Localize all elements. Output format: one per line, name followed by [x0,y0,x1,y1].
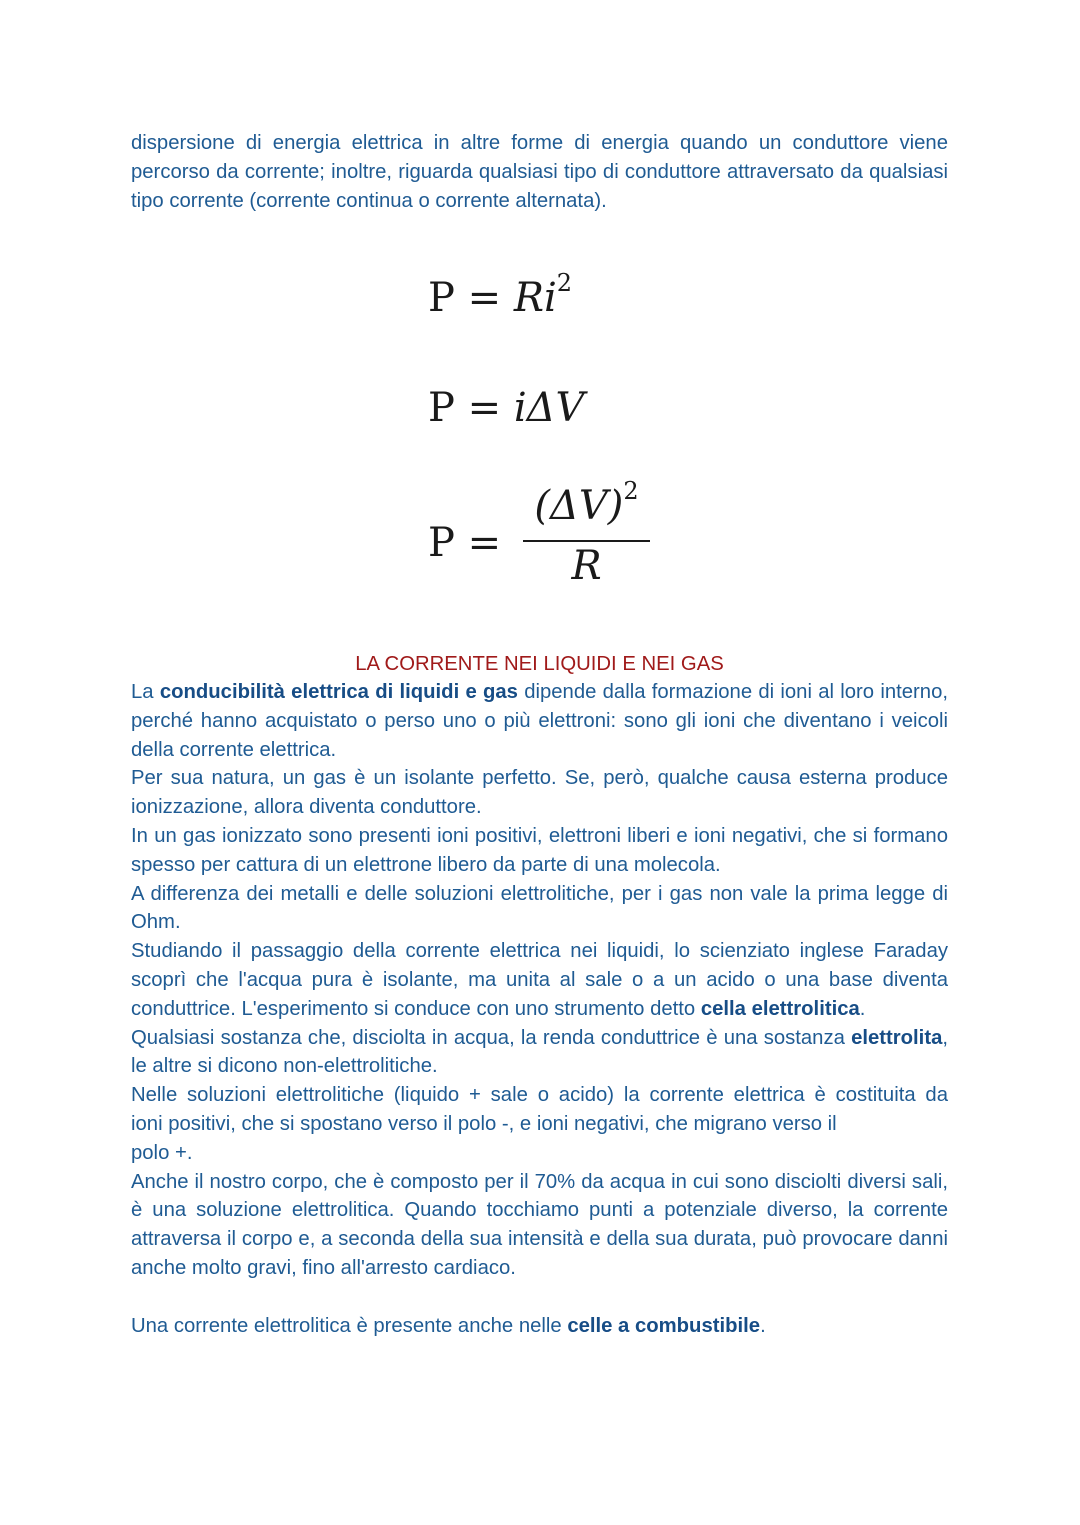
p9-post: . [760,1314,766,1337]
intro-paragraph: dispersione di energia elettrica in altre forme di energia quando un conduttore viene percorso da corrente; inoltre, riguarda qualsiasi tipo di conduttore attraversato da qualsiasi tipo corrente (corrente continua o corrente alternata). [131,132,948,212]
section-body [131,678,948,1340]
paragraph-soluzioni-line1: Nelle soluzioni elettrolitiche (liquido + sale o acido) la corrente elettrica è costituita da [131,1084,948,1107]
p5-pre: Studiando il passaggio della corrente elettrica nei liquidi, lo scienziato inglese Faraday scoprì che l'acqua pura è isolante, ma unita al sale o a un acido o una base diventa conduttrice. L'esperimento si conduce con uno strumento detto [131,940,948,1020]
paragraph-faraday [131,937,948,1023]
formula-3-denominator: R [571,543,602,589]
formula-1-lhs: P = [428,275,514,321]
intro-text [131,129,948,215]
formula-3-numerator-expr: (ΔV) [534,483,624,529]
paragraph-conducibilita [131,678,948,764]
formula-3-numerator [523,477,650,532]
formula-2-expr: iΔV [513,385,585,431]
paragraph-gas-isolante: Per sua natura, un gas è un isolante perfetto. Se, però, qualche causa esterna produce ionizzazione, allora diventa conduttore. [131,767,948,819]
formula-3-fraction [523,477,650,590]
p6-pre: Qualsiasi sostanza che, disciolta in acqua, la renda conduttrice è una sostanza [131,1026,852,1049]
formula-2-lhs: P = [428,385,514,431]
p5-bold: cella elettrolitica [700,997,860,1020]
paragraph-corpo: Anche il nostro corpo, che è composto per il 70% da acqua in cui sono disciolti diversi sali, è una soluzione elettrolitica. Quando tocchiamo punti a potenziale diverso, la corrente attraversa il corpo e, a seconda della sua intensità e della sua durata, può provocare danni anche molto gravi, fino all'arresto cardiaco. [131,1170,948,1279]
formula-1-base: Ri [513,275,557,321]
formula-joule-resistance [428,269,573,321]
p6-bold: elettrolita [851,1026,943,1049]
paragraph-soluzioni-line2: ioni positivi, che si spostano verso il polo -, e ioni negativi, che migrano verso il [131,1112,837,1135]
p1-bold: conducibilità elettrica di liquidi e gas [159,681,518,703]
paragraph-elettrolita [131,1024,948,1082]
p9-pre: Una corrente elettrolitica è presente anche nelle [131,1314,568,1337]
paragraph-soluzioni-line3: polo +. [131,1141,193,1164]
p9-bold: celle a combustibile [567,1314,761,1337]
section-heading: LA CORRENTE NEI LIQUIDI E NEI GAS [355,653,724,675]
p5-post: . [859,997,866,1020]
paragraph-legge-ohm: A differenza dei metalli e delle soluzioni elettrolitiche, per i gas non vale la prima legge di Ohm. [131,882,948,934]
p6-post: , le altre si dicono non-elettrolitiche. [131,1026,948,1078]
formula-power-voltage [428,385,584,431]
formula-3-lhs: P = [428,520,502,566]
formula-3-numerator-exponent: 2 [623,477,639,505]
paragraph-celle-combustibile [131,1312,948,1341]
formula-1-exponent: 2 [556,269,573,297]
blank-line [131,1283,948,1312]
p1-pre: La [131,681,160,703]
p1-post: dipende dalla formazione di ioni al loro interno, perché hanno acquistato o perso uno o più elettroni: sono gli ioni che diventano i veicoli della corrente elettrica. [131,681,948,761]
paragraph-gas-ionizzato: In un gas ionizzato sono presenti ioni positivi, elettroni liberi e ioni negativi, che si formano spesso per cattura di un elettrone libero da parte di una molecola. [131,824,948,876]
